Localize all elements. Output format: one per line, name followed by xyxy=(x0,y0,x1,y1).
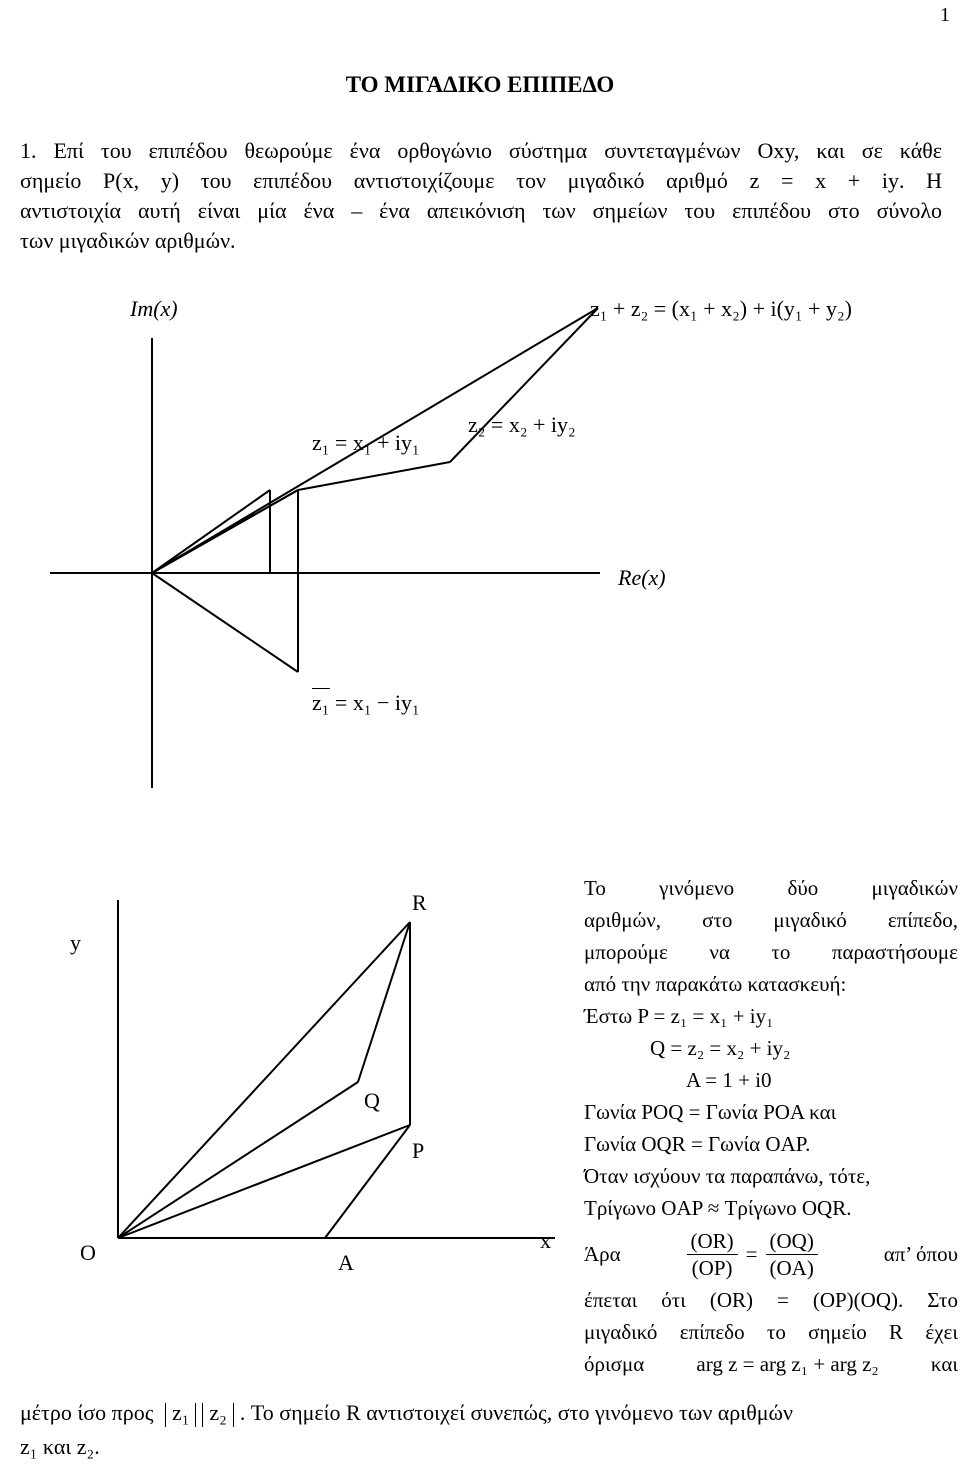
expl-line-5: Έστω P = z₁ = x₁ + iy₁ xyxy=(584,1004,774,1028)
expl-ap-opou: απ’ όπου xyxy=(883,1242,958,1266)
im-axis-label: Im(x) xyxy=(130,296,178,321)
expl-line-7: A = 1 + i0 xyxy=(686,1068,772,1092)
intro-line-2-b: του επιπέδου αντιστοιχίζουμε τον μιγαδικό αριθμό xyxy=(200,168,728,193)
expl-line-4: από την παρακάτω κατασκευή: xyxy=(584,972,847,996)
bottom-line-1 xyxy=(20,1398,942,1428)
abs-z1: z₁ xyxy=(171,1400,190,1425)
expl-line-10: Όταν ισχύουν τα παραπάνω, τότε, xyxy=(584,1164,871,1188)
expl-line-14: μιγαδικό επίπεδο το σημείο R έχει xyxy=(584,1320,958,1344)
fig2-x-label: x xyxy=(540,1228,551,1253)
expl-line-15 xyxy=(584,1348,958,1380)
point-r-label: R xyxy=(412,890,427,915)
intro-line-1: 1. Επί του επιπέδου θεωρούμε ένα ορθογώνιο σύστημα συντεταγμένων Oxy, και σε κάθε xyxy=(20,138,942,163)
conjugate-vector xyxy=(152,573,298,672)
expl-line-8: Γωνία POQ = Γωνία POA και xyxy=(584,1100,837,1124)
expl-line-11: Τρίγωνο OAP ≈ Τρίγωνο OQR. xyxy=(584,1196,852,1220)
z1-line xyxy=(152,490,298,573)
point-o-label: O xyxy=(80,1240,96,1265)
point-q-label: Q xyxy=(364,1088,380,1113)
z2-label: z₂ = x₂ + iy₂ xyxy=(468,412,576,437)
expl-kai: και xyxy=(930,1352,958,1376)
bottom-metro: μέτρο ίσο προς xyxy=(20,1400,154,1425)
frac2-denominator: (OA) xyxy=(769,1255,814,1280)
z1-to-z1z2-edge xyxy=(298,462,450,490)
abs-bar-mid-1 xyxy=(195,1403,196,1427)
abs-bar-mid-2 xyxy=(202,1403,203,1427)
segment-qr xyxy=(358,922,410,1082)
product-explanation xyxy=(584,872,958,1380)
conjugate-label: z₁ = x₁ − iy₁ xyxy=(312,690,420,715)
conjugate-overbar xyxy=(312,688,330,689)
fraction-or-op xyxy=(687,1228,738,1281)
frac1-numerator: (OR) xyxy=(687,1228,738,1255)
intro-line-2-c: . Η xyxy=(898,168,943,193)
complex-z-formula: z = x + iy xyxy=(749,168,899,193)
page-title: ΤΟ ΜΙΓΑΔΙΚΟ ΕΠΙΠΕΔΟ xyxy=(345,72,615,97)
sum-label: z₁ + z₂ = (x₁ + x₂) + i(y₁ + y₂) xyxy=(590,296,853,321)
frac2-numerator: (OQ) xyxy=(766,1228,818,1255)
expl-line-12 xyxy=(584,1224,958,1284)
expl-orisma: όρισμα xyxy=(584,1352,645,1376)
segment-or xyxy=(118,922,410,1238)
expl-line-6: Q = z₂ = x₂ + iy₂ xyxy=(650,1036,791,1060)
z1-back-edge xyxy=(152,490,270,573)
abs-z2: z₂ xyxy=(209,1400,227,1425)
expl-line-9: Γωνία OQR = Γωνία OAP. xyxy=(584,1132,811,1156)
intro-line-4: των μιγαδικών αριθμών. xyxy=(20,228,236,253)
z2-edge xyxy=(450,308,598,462)
expl-ara: Άρα xyxy=(584,1242,621,1266)
fraction-oq-oa xyxy=(766,1228,818,1281)
arg-formula: arg z = arg z₁ + arg z₂ xyxy=(696,1352,879,1376)
ratio-equation: $\frac{(OR)}{(OP)}$ = $\frac{(OQ)}{(OA)}$ xyxy=(687,1228,818,1281)
point-p-notation: P(x, y) xyxy=(103,168,180,193)
intro-line-3: αντιστοιχία αυτή είναι μία ένα – ένα απεικόνιση των σημείων του επιπέδου στο σύνολο xyxy=(20,198,942,223)
intro-line-2-a: σημείο xyxy=(20,168,82,193)
frac1-denominator: (OP) xyxy=(691,1255,733,1280)
page-number: 1 xyxy=(940,4,950,26)
expl-line-2: αριθμών, στο μιγαδικό επίπεδο, xyxy=(584,908,958,932)
expl-line-3: μπορούμε να το παραστήσουμε xyxy=(584,940,958,964)
expl-line-1: Το γινόμενο δύο μιγαδικών xyxy=(584,876,958,900)
point-a-label: A xyxy=(338,1250,354,1275)
abs-bar-left xyxy=(165,1403,166,1427)
bottom-rest: . Το σημείο R αντιστοιχεί συνεπώς, στο γινόμενο των αριθμών xyxy=(239,1400,793,1425)
z1-label: z₁ = x₁ + iy₁ xyxy=(312,430,420,455)
fig2-y-label: y xyxy=(70,930,81,955)
abs-bar-right xyxy=(233,1403,234,1427)
re-axis-label: Re(x) xyxy=(618,565,666,590)
bottom-line-2: z₁ και z₂. xyxy=(20,1434,100,1459)
point-p-label: P xyxy=(412,1138,425,1163)
expl-line-13: έπεται ότι (OR) = (OP)(OQ). Στο xyxy=(584,1288,958,1312)
